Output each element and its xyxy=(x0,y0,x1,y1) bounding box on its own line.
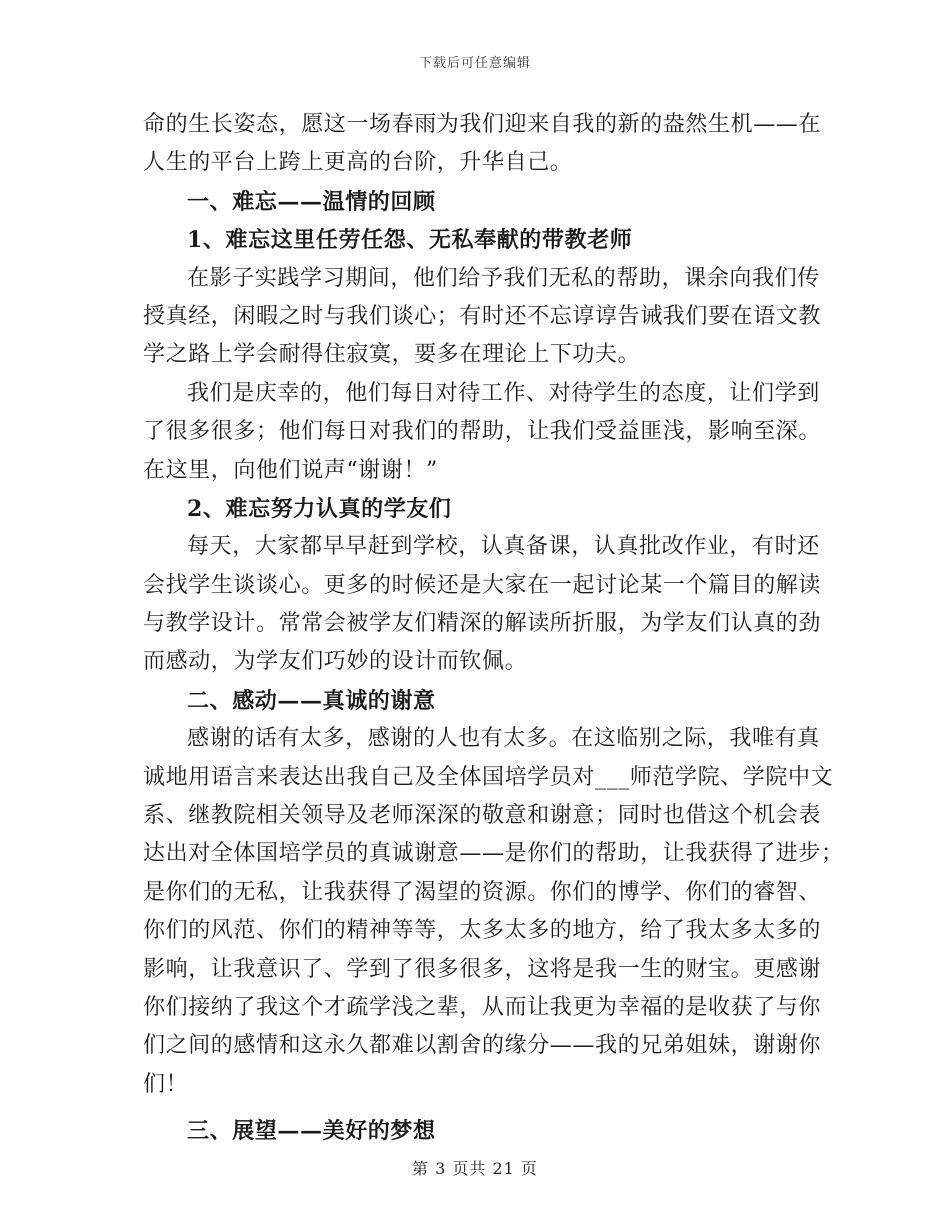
document-body xyxy=(143,106,844,1151)
section-heading: 三、展望——美好的梦想 xyxy=(187,1118,436,1145)
paragraph-line: 我们是庆幸的，他们每日对待工作、对待学生的态度，让们学到 xyxy=(187,380,820,406)
paragraph-line: 命的生长姿态，愿这一场春雨为我们迎来自我的新的盎然生机——在 xyxy=(143,112,822,137)
section-heading: 二、感动——真诚的谢意 xyxy=(187,687,436,714)
section-heading: 2、难忘努力认真的学友们 xyxy=(187,495,452,522)
paragraph-line: 在这里，向他们说声“谢谢！” xyxy=(143,457,438,483)
section-heading: 一、难忘——温情的回顾 xyxy=(187,188,436,215)
paragraph-line: 影响，让我意识了、学到了很多很多，这将是我一生的财宝。更感谢 xyxy=(143,956,822,982)
paragraph-line: 在影子实践学习期间，他们给予我们无私的帮助，课余向我们传 xyxy=(187,265,820,291)
paragraph-line: 人生的平台上跨上更高的台阶，升华自己。 xyxy=(143,150,573,176)
line-gap xyxy=(143,1104,808,1112)
paragraph-line: 是你们的无私，让我获得了渴望的资源。你们的博学、你们的睿智、 xyxy=(143,879,822,905)
paragraph-line: 你们的风范、你们的精神等等，太多太多的地方，给了我太多太多的 xyxy=(143,918,822,944)
paragraph-line: 系、继教院相关领导及老师深深的敬意和谢意；同时也借这个机会表 xyxy=(143,803,822,829)
paragraph-line: 学之路上学会耐得住寂寞，要多在理论上下功夫。 xyxy=(143,342,641,368)
paragraph-line: 们之间的感情和这永久都难以割舍的缘分——我的兄弟姐妹，谢谢你 xyxy=(143,1033,822,1059)
paragraph-line: 而感动，为学友们巧妙的设计而钦佩。 xyxy=(143,649,528,675)
paragraph-line: 了很多很多；他们每日对我们的帮助，让我们受益匪浅，影响至深。 xyxy=(143,419,822,445)
paragraph-line: 你们接纳了我这个才疏学浅之辈，从而让我更为幸福的是收获了与你 xyxy=(143,994,822,1020)
paragraph-line: 达出对全体国培学员的真诚谢意——是你们的帮助，让我获得了进步； xyxy=(143,841,844,867)
paragraph-line: 们！ xyxy=(143,1071,189,1097)
paragraph-line: 诚地用语言来表达出我自己及全体国培学员对___师范学院、学院中文 xyxy=(143,764,834,790)
paragraph-line: 授真经，闲暇之时与我们谈心；有时还不忘谆谆告诫我们要在语文教 xyxy=(143,303,822,329)
paragraph-line: 会找学生谈谈心。更多的时候还是大家在一起讨论某一个篇目的解读 xyxy=(143,572,822,598)
section-heading: 1、难忘这里任劳任怨、无私奉献的带教老师 xyxy=(187,227,633,254)
paragraph-line: 与教学设计。常常会被学友们精深的解读所折服，为学友们认真的劲 xyxy=(143,611,822,637)
page-header: 下载后可任意编辑 xyxy=(418,56,531,71)
paragraph-line: 感谢的话有太多，感谢的人也有太多。在这临别之际，我唯有真 xyxy=(187,726,820,752)
paragraph-line: 每天，大家都早早赶到学校，认真备课，认真批改作业，有时还 xyxy=(187,534,820,560)
page-footer: 第 3 页共 21 页 xyxy=(412,1159,538,1178)
